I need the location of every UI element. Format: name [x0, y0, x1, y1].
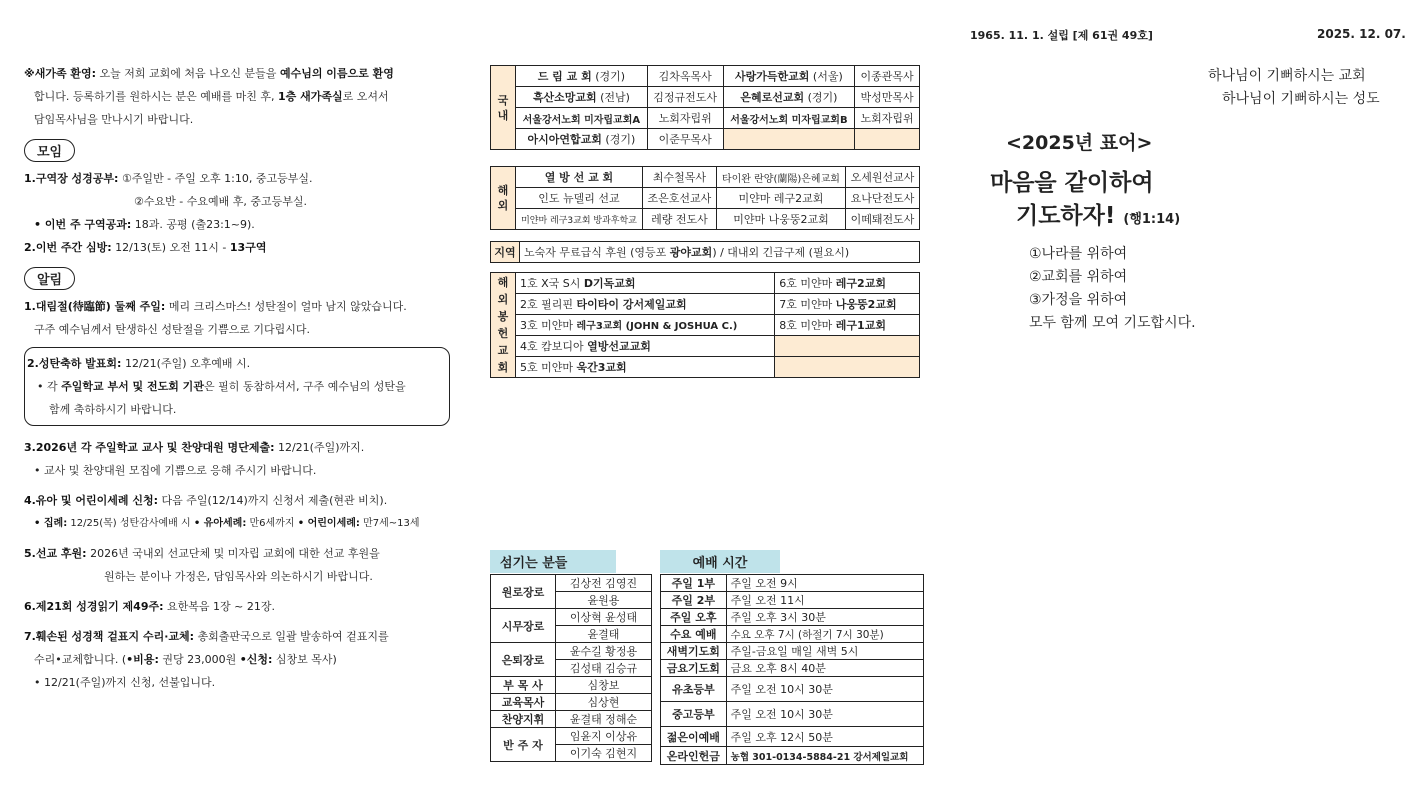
text: 윤원용 — [555, 592, 651, 609]
text: • 교사 및 찬양대원 모집에 기쁨으로 응해 주시기 바랍니다. — [34, 464, 317, 477]
text: 미얀마 레구2교회 — [716, 188, 845, 209]
newcomer-title: ※새가족 환영: — [24, 67, 97, 80]
text: 유초등부 — [661, 677, 727, 702]
text: 이상혁 윤성태 — [555, 609, 651, 626]
overseas-missions-table — [490, 166, 920, 230]
text: • 이번 주 구역공과: — [34, 218, 132, 231]
prayer-item: ③가정을 위하여 — [1029, 292, 1128, 308]
text: 6.제21회 성경읽기 제49주: — [24, 600, 164, 613]
text: 최수철목사 — [642, 167, 716, 188]
text: 만7세~13세 — [359, 518, 420, 529]
text: 중고등부 — [661, 702, 727, 727]
text: 합니다. 등록하기를 원하시는 분은 예배를 마친 후, — [34, 90, 278, 103]
text: 해외 — [497, 184, 509, 212]
text — [27, 352, 445, 375]
text: 온라인헌금 — [661, 747, 727, 765]
overseas-label — [491, 167, 516, 230]
text: 이종관목사 — [855, 66, 920, 87]
worship-times-table — [660, 574, 924, 765]
text: 18과. 공평 (출23:1~9). — [131, 218, 255, 231]
text: 김차옥목사 — [647, 66, 723, 87]
text: 레량 전도사 — [642, 209, 716, 230]
text: 레구2교회 — [835, 277, 886, 290]
domestic-missions-table — [490, 65, 920, 150]
text: 만6세까지 — [246, 518, 298, 529]
text: 주일 오후 3시 30분 — [726, 609, 923, 626]
text — [516, 129, 648, 150]
text — [516, 357, 775, 378]
notice-label: 알림 — [24, 267, 75, 290]
prayer-list — [1029, 243, 1196, 335]
text: 2026년 국내외 선교단체 및 미자립 교회에 대한 선교 후원을 — [86, 547, 380, 560]
text: 7.훼손된 성경책 겉표지 수리·교체: — [24, 630, 195, 643]
text: (서울) — [809, 70, 843, 83]
text: 3호 미얀마 — [520, 319, 577, 332]
issue-date: 2025. 12. 07. — [1317, 27, 1406, 41]
text: • 각 — [37, 380, 62, 393]
notice-1 — [24, 295, 450, 318]
text: 미얀마 레구3교회 방과후학교 — [516, 209, 643, 230]
text: 노회자립위 — [855, 108, 920, 129]
text: 주일-금요일 매일 새벽 5시 — [726, 643, 923, 660]
prayer-item: 모두 함께 모여 기도합시다. — [1029, 315, 1196, 331]
text: 흑산소망교회 — [532, 91, 597, 104]
overseas-churches-label — [491, 273, 516, 378]
text: 나웅뚱2교회 — [835, 298, 897, 311]
text — [24, 85, 450, 108]
text: • 어린이세례: — [297, 518, 360, 529]
text: •비용: — [126, 653, 159, 666]
servers-table — [490, 574, 652, 762]
text: 반 주 자 — [491, 728, 556, 762]
text: 은혜로선교회 — [740, 91, 805, 104]
text: (경기) — [804, 91, 838, 104]
text: 타이타이 강서제일교회 — [576, 298, 687, 311]
spacer — [24, 535, 450, 542]
text: 총회출판국으로 일괄 발송하여 겉표지를 — [194, 630, 389, 643]
text: 윤수길 황정용 — [555, 643, 651, 660]
notice-6 — [24, 595, 450, 618]
text: 윤결태 정해순 — [555, 711, 651, 728]
text: 국내 — [497, 93, 509, 122]
text: 광야교회 — [669, 246, 713, 259]
text: 주일학교 부서 및 전도회 기관 — [61, 380, 204, 393]
text: 사랑가득한교회 — [735, 70, 810, 83]
text: 은퇴장로 — [491, 643, 556, 677]
text: 수리•교체합니다. ( — [34, 653, 127, 666]
text: 1층 새가족실 — [278, 90, 343, 103]
text: 레구3교회 (JOHN & JOSHUA C.) — [576, 321, 738, 332]
text: 젊은이예배 — [661, 727, 727, 747]
text: 해외봉헌교회 — [497, 276, 509, 374]
text: ②수요반 - 수요예배 후, 중고등부실. — [134, 195, 307, 208]
text: 오늘 저희 교회에 처음 나오신 분들을 — [96, 67, 280, 80]
text: 주일 오전 9시 — [726, 575, 923, 592]
text: 구주 예수님께서 탄생하신 성탄절을 기쁨으로 기다립시다. — [34, 323, 311, 336]
notice-5 — [24, 542, 450, 565]
text: 주일 오전 10시 30분 — [726, 677, 923, 702]
text: 조은호선교사 — [642, 188, 716, 209]
text: • 유아세례: — [193, 518, 247, 529]
domestic-label — [491, 66, 516, 150]
notice-7 — [24, 625, 450, 648]
text: 드 림 교 회 — [537, 70, 592, 83]
text — [775, 357, 920, 378]
text — [775, 294, 920, 315]
region-label: 지역 — [491, 242, 520, 263]
text: (경기) — [601, 133, 636, 146]
year-motto-title: <2025년 표어> — [1006, 132, 1153, 154]
text: 12/21(주일) 오후예배 시. — [121, 357, 251, 370]
text: ①주일반 - 주일 오후 1:10, 중고등부실. — [118, 172, 313, 185]
text: 심상현 — [555, 694, 651, 711]
text: 수요 예배 — [661, 626, 727, 643]
text: 열 방 선 교 회 — [516, 167, 643, 188]
meeting-label: 모임 — [24, 139, 75, 162]
text: 1.구역장 성경공부: — [24, 172, 119, 185]
worship-title: 예배 시간 — [660, 550, 780, 573]
text: 요한복음 1장 ~ 21장. — [163, 600, 275, 613]
text — [723, 87, 855, 108]
text: 임윤지 이상유 — [555, 728, 651, 745]
text: 5.선교 후원: — [24, 547, 87, 560]
text: 원로장로 — [491, 575, 556, 609]
text: 김상전 김영진 — [555, 575, 651, 592]
text: 1.대림절(待臨節) 둘째 주일: — [24, 300, 166, 313]
spacer — [24, 482, 450, 489]
text: 새벽기도회 — [661, 643, 727, 660]
slogan-verse: (행1:14) — [1123, 212, 1181, 227]
text: 3.2026년 각 주일학교 교사 및 찬양대원 명단제출: — [24, 441, 275, 454]
text: 원하는 분이나 가정은, 담임목사와 의논하시기 바랍니다. — [104, 570, 373, 583]
text: 주일 오후 — [661, 609, 727, 626]
text: D기독교회 — [583, 277, 636, 290]
text: 4.유아 및 어린이세례 신청: — [24, 494, 158, 507]
text — [775, 336, 920, 357]
text: 4호 캄보디아 — [520, 340, 588, 353]
text: 심창보 목사) — [272, 653, 337, 666]
text: 인도 뉴델리 선교 — [516, 188, 643, 209]
text: 12/21(주일)까지. — [274, 441, 365, 454]
prayer-item: ①나라를 위하여 — [1029, 246, 1128, 262]
text: 박성만목사 — [855, 87, 920, 108]
text — [24, 648, 450, 671]
text: 요나단전도사 — [845, 188, 919, 209]
overseas-churches-table — [490, 272, 920, 378]
text — [775, 315, 920, 336]
text: 서울강서노회 미자립교회B — [723, 108, 855, 129]
text — [516, 87, 648, 108]
text: 함께 축하하시기 바랍니다. — [49, 403, 177, 416]
text: 오세원선교사 — [845, 167, 919, 188]
text: 12/13(토) 오전 11시 - — [111, 241, 230, 254]
text: 2.성탄축하 발표회: — [27, 357, 122, 370]
text: 주일 2부 — [661, 592, 727, 609]
notice-4 — [24, 489, 450, 512]
text — [516, 315, 775, 336]
founded-info: 1965. 11. 1. 설립 [제 61권 49호] — [970, 29, 1153, 42]
text: 아시아연합교회 — [527, 133, 602, 146]
text — [775, 273, 920, 294]
text: 이준무목사 — [647, 129, 723, 150]
meeting-1 — [24, 167, 450, 190]
text: 시무장로 — [491, 609, 556, 643]
text: ) / 대내외 긴급구제 (필요시) — [712, 246, 850, 259]
text: 타이완 란양(蘭陽)은혜교회 — [716, 167, 845, 188]
text: 주일 오전 11시 — [726, 592, 923, 609]
text: 부 목 사 — [491, 677, 556, 694]
text: 이기숙 김현지 — [555, 745, 651, 762]
text: 김정규전도사 — [647, 87, 723, 108]
text: 은 필히 동참하셔서, 구주 예수님의 성탄을 — [203, 380, 406, 393]
text: 기도하자! — [1016, 203, 1116, 229]
text: 심창보 — [555, 677, 651, 694]
text — [723, 66, 855, 87]
text: 미얀마 나웅뚱2교회 — [716, 209, 845, 230]
notice-3 — [24, 436, 450, 459]
text: 윤결태 — [555, 626, 651, 643]
prayer-item: ②교회를 위하여 — [1029, 269, 1128, 285]
spacer — [24, 588, 450, 595]
text — [516, 66, 648, 87]
text: 12/25(목) 성탄감사예배 시 — [67, 518, 194, 529]
text: 노숙자 무료급식 후원 (영등포 — [524, 246, 670, 259]
text — [516, 273, 775, 294]
servers-title: 섬기는 분들 — [490, 550, 616, 573]
text: (경기) — [591, 70, 626, 83]
spacer — [24, 618, 450, 625]
text: 8호 미얀마 — [779, 319, 836, 332]
text — [24, 213, 450, 236]
text: 로 오셔서 — [342, 90, 389, 103]
region-support-table — [490, 241, 920, 263]
announcements-column — [24, 62, 450, 694]
text: 교육목사 — [491, 694, 556, 711]
slogan-line1: 마음을 같이하여 — [990, 170, 1154, 196]
text: 농협 301-0134-5884-21 강서제일교회 — [726, 747, 923, 765]
text — [27, 375, 445, 398]
text: (전남) — [596, 91, 630, 104]
text: 열방선교교회 — [587, 340, 651, 353]
text: 수요 오후 7시 (하절기 7시 30분) — [726, 626, 923, 643]
text: 13구역 — [229, 241, 267, 254]
notice-2-box — [24, 347, 450, 426]
text: 레구1교회 — [835, 319, 886, 332]
text: • 12/21(주일)까지 신청, 선불입니다. — [34, 676, 216, 689]
text: 이떼퇘전도사 — [845, 209, 919, 230]
motto-church: 하나님이 기뻐하시는 교회 — [1208, 68, 1366, 84]
text — [855, 129, 920, 150]
slogan-line2 — [1016, 197, 1180, 230]
text: 담임목사님을 만나시기 바랍니다. — [34, 113, 194, 126]
text — [24, 512, 450, 535]
text: 예수님의 이름으로 환영 — [279, 67, 394, 80]
text — [516, 336, 775, 357]
text: 찬양지휘 — [491, 711, 556, 728]
text — [520, 242, 920, 263]
text: 금요 오후 8시 40분 — [726, 660, 923, 677]
text: 2.이번 주간 심방: — [24, 241, 112, 254]
text: 주일 1부 — [661, 575, 727, 592]
text: 2호 필리핀 — [520, 298, 577, 311]
text: 노회자립위 — [647, 108, 723, 129]
text: 권당 23,000원 — [158, 653, 240, 666]
text: 메리 크리스마스! 성탄절이 얼마 남지 않았습니다. — [165, 300, 407, 313]
text: 욱간3교회 — [576, 361, 627, 374]
text: 주일 오후 12시 50분 — [726, 727, 923, 747]
text: 다음 주일(12/14)까지 신청서 제출(현관 비치). — [157, 494, 388, 507]
text: 서울강서노회 미자립교회A — [516, 108, 648, 129]
motto-saint: 하나님이 기뻐하시는 성도 — [1222, 91, 1380, 107]
text — [723, 129, 855, 150]
text: 금요기도회 — [661, 660, 727, 677]
text: • 집례: — [34, 518, 68, 529]
newcomer-welcome — [24, 62, 450, 85]
text: •신청: — [239, 653, 273, 666]
text: 김성태 김승규 — [555, 660, 651, 677]
text: 5호 미얀마 — [520, 361, 577, 374]
text: 주일 오전 10시 30분 — [726, 702, 923, 727]
text — [516, 294, 775, 315]
meeting-2 — [24, 236, 450, 259]
text: 6호 미얀마 — [779, 277, 836, 290]
text: 7호 미얀마 — [779, 298, 836, 311]
text: 1호 X국 S시 — [520, 277, 584, 290]
